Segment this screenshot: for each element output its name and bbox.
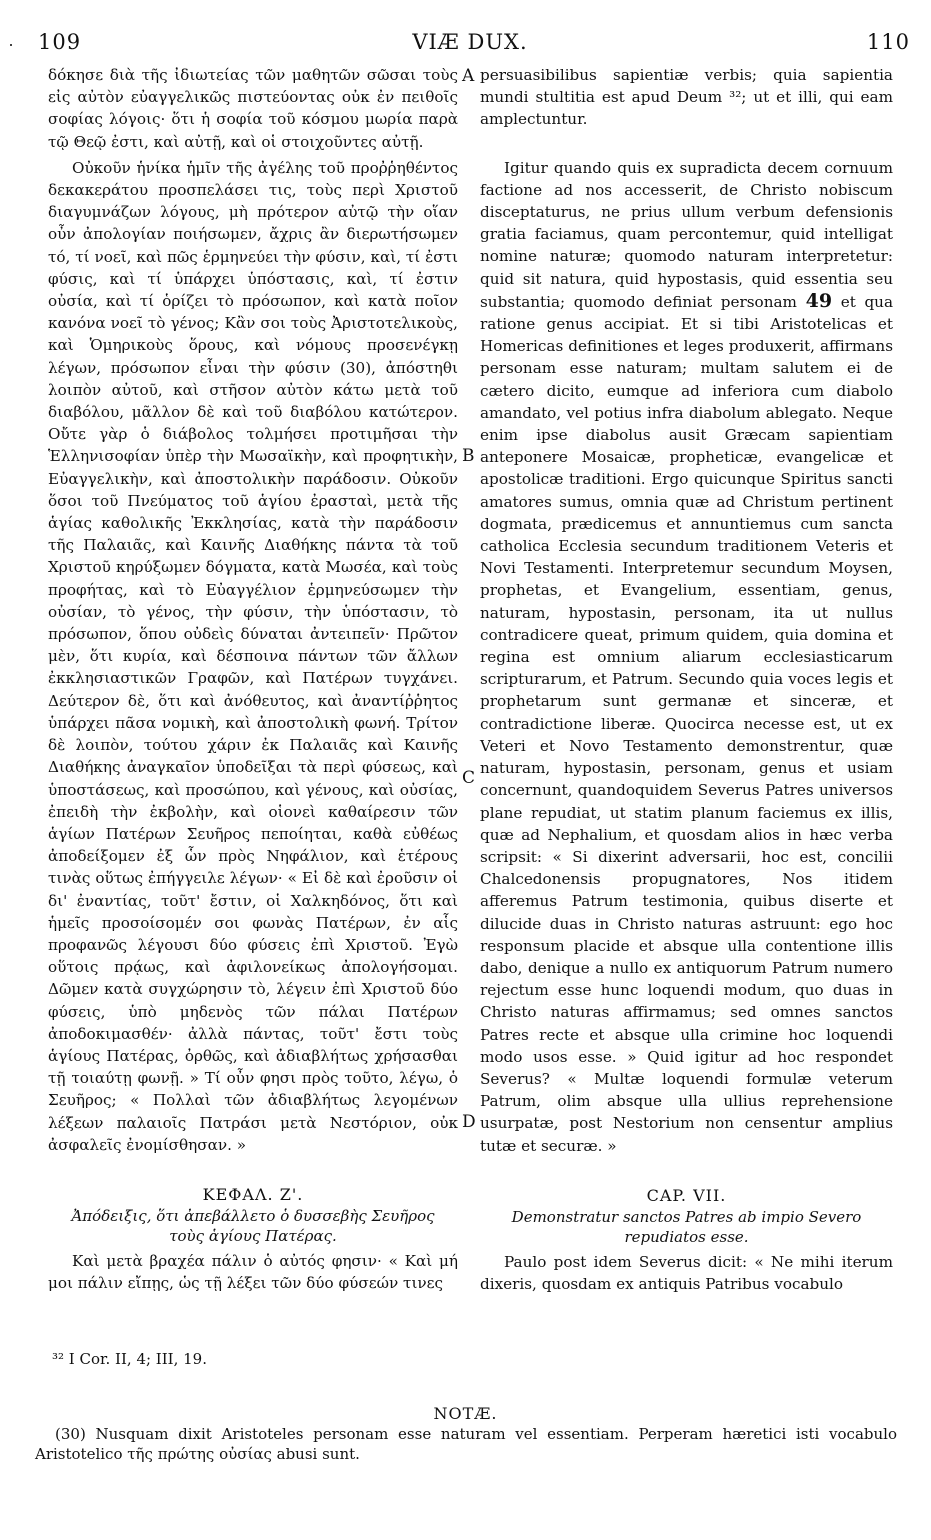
greek-chapter-title: ΚΕΦΑΛ. Ζ'. bbox=[202, 1184, 304, 1204]
latin-column bbox=[480, 64, 893, 1295]
greek-paragraph-1: δόκησε διὰ τῆς ἰδιωτείας τῶν μαθητῶν σῶσαι τοὺς εἰς αὐτὸν εὐαγγελικῶς πιστεύοντας οὐκ ἐν πειθοῖς σοφίας λόγοις· ὅτι ἡ σοφία τοῦ κόσμου μωρία παρὰ τῷ Θεῷ ἐστι, καὶ αὐτῇ, καὶ οἱ στοιχοῦντες αὐτῇ. bbox=[48, 66, 458, 151]
latin-paragraph-1: persuasibilibus sapientiæ verbis; quia sapientia mundi stultitia est apud Deum ³²; ut et illi, qui eam amplectuntur. bbox=[480, 66, 893, 129]
running-header bbox=[30, 30, 910, 60]
latin-paragraph-2b: et qua ratione genus accipiat. Et si tibi Aristotelicas et Homericas definitiones et leges produxerit, affirmans personam esse naturam; multam salutem ei de cætero dicito, eumque ad inferiora cum diabolo amandato, vel potius infra diabolum ablegato. Neque enim ipse diabolus ausit Græcam sapientiam anteponere Mosaicæ, propheticæ, evangelicæ et apostolicæ traditioni. Ergo quicunque Spiritus sancti amatores sumus, omnia quæ ad Christum pertinent dogmata, prædicemus et annuntiemus cum sancta catholica Ecclesia secundum traditionem Veteris et Novi Testamenti. Interpretemur secundum Moysen, prophetas, et Evangelium, essentiam, genus, naturam, hypostasin, personam, ita ut nullus contradicere queat, primum quidem, quia domina et regina est omnium aliarum ecclesiasticarum scripturarum, et Patrum. Secundo quia voces legis et prophetarum sunt germanæ et sinceræ, et contradictione liberæ. Quocirca necesse est, ut ex Veteri et Novo Testamento demonstrentur, quæ naturam, hypostasin, personam, genus et usiam concernunt, quandoquidem Severus Patres universos plane repudiat, ut statim planum faciemus ex illis, quæ ad Nephalium, et quosdam alios in hæc verba scripsit: « Si dixerint adversarii, hoc est, concilii Chalcedonensis propugnatores, Nos itidem afferemus Patrum testimonia, quibus diserte et dilucide duas in Christo naturas astruunt: ego hoc responsum placide et absque ulla contentione illis dabo, denique a nullo ex antiquorum Patrum numero rejectum esse hunc loquendi modum, quo duas in Christo naturas affirmamus; sed omnes sanctos Patres recte et absque ulla crimine hoc loquendi modo usos esse. » Quid igitur ad hoc respondet Severus? « Multæ loquendi formulæ veterum Patrum, olim absque ulla ullius reprehensione usurpatæ, post Nestorium non censentur amplius tutæ et securæ. » bbox=[480, 292, 894, 1155]
left-page-number: 109 bbox=[38, 30, 82, 54]
notes-heading: NOTÆ. bbox=[433, 1404, 498, 1423]
footnote: ³² I Cor. II, 4; III, 19. bbox=[52, 1350, 207, 1368]
margin-dot bbox=[10, 44, 12, 46]
latin-chapter-summary: Demonstratur sanctos Patres ab impio Severo repudiatos esse. bbox=[511, 1207, 862, 1246]
inline-page-marker: 49 bbox=[805, 289, 833, 312]
greek-chapter-summary: Ἀπόδειξις, ὅτι ἀπεβάλλετο ὁ δυσσεβὴς Σευῆρος τοὺς ἁγίους Πατέρας. bbox=[71, 1207, 435, 1246]
margin-letter-c: C bbox=[462, 768, 476, 788]
latin-paragraph-2a: Igitur quando quis ex supradicta decem cornuum factione ad nos accesserit, de Christo nobiscum disceptaturus, ne prius ullum verbum defensionis gratia faciamus, quam percontemur, quid intelligat nomine naturæ; quomodo naturam interpretetur: quid sit natura, quid hypostasis, quid essentia seu substantia; quomodo definiat personam bbox=[480, 158, 893, 311]
running-title: VIÆ DUX. bbox=[412, 30, 528, 54]
latin-chapter-title: CAP. VII. bbox=[646, 1185, 727, 1205]
margin-letter-a: A bbox=[462, 66, 475, 86]
note-30: (30) Nusquam dixit Aristoteles personam esse naturam vel essentiam. Perperam hæretici isti vocabulo Aristotelico τῆς πρώτης οὐσίας abusi sunt. bbox=[35, 1425, 897, 1463]
greek-paragraph-2: Οὐκοῦν ἡνίκα ἡμῖν τῆς ἀγέλης τοῦ προῤῥηθέντος δεκακεράτου προσπελάσει τις, τοὺς περὶ Χριστοῦ διαγυμνάζων λόγους, μὴ πρότερον αὐτῷ τὴν οἵαν οὖν ἀπολογίαν ποιήσωμεν, ἄχρις ἂν διερωτήσωμεν τό, τί νοεῖ, καὶ πῶς ἑρμηνεύει τὴν φύσιν, καὶ, τί ἐστι φύσις, καὶ τί ὑπάρχει ὑπόστασις, καὶ, τί ἐστιν οὐσία, καὶ τί ὁρίζει τὸ πρόσωπον, καὶ κατὰ ποῖον κανόνα νοεῖ τὸ γένος; Κἂν σοι τοὺς Ἀριστοτελικοὺς, καὶ Ὁμηρικοὺς ὅρους, καὶ νόμους προσενέγκῃ λέγων, πρόσωπον εἶναι τὴν φύσιν (30), ἀπόστηθι λοιπὸν αὐτοῦ, καὶ στῆσον αὐτὸν κάτω μετὰ τοῦ διαβόλου, μᾶλλον δὲ καὶ τοῦ διαβόλου κατώτερον. Οὔτε γὰρ ὁ διάβολος τολμήσει προτιμῆσαι τὴν Ἑλληνισοφίαν ὑπὲρ τὴν Μωσαϊκὴν, καὶ προφητικὴν, Εὐαγγελικὴν, καὶ ἀποστολικὴν παράδοσιν. Οὐκοῦν ὅσοι τοῦ Πνεύματος τοῦ ἁγίου ἐρασταὶ, μετὰ τῆς ἁγίας καθολικῆς Ἐκκλησίας, κατὰ τὴν παράδοσιν τῆς Παλαιᾶς, καὶ Καινῆς Διαθήκης πάντα τὰ τοῦ Χριστοῦ κηρύξωμεν δόγματα, κατὰ Μωσέα, καὶ τοὺς προφήτας, καὶ τὸ Εὐαγγέλιον ἑρμηνεύσωμεν τὴν οὐσίαν, τὸ γένος, τὴν φύσιν, τὴν ὑπόστασιν, τὸ πρόσωπον, ὅπου οὐδεὶς δύναται ἀντειπεῖν· Πρῶτον μὲν, ὅτι κυρία, καὶ δέσποινα πάντων τῶν ἄλλων ἐκκλησιαστικῶν Γραφῶν, καὶ Πατέρων τυγχάνει. Δεύτερον δὲ, ὅτι καὶ ἀνόθευτος, καὶ ἀναντίῤῥητος ὑπάρχει πᾶσα νομικὴ, καὶ ἀποστολικὴ φωνή. Τρίτον δὲ λοιπὸν, τούτου χάριν ἐκ Παλαιᾶς καὶ Καινῆς Διαθήκης ἀναγκαῖον ὑποδεῖξαι τὰ περὶ φύσεως, καὶ ὑποστάσεως, καὶ προσώπου, καὶ γένους, καὶ οὐσίας, ἐπειδὴ τὴν ἐκβολὴν, καὶ οἱονεὶ καθαίρεσιν τῶν ἁγίων Πατέρων Σευῆρος πεποίηται, καθὰ εὐθέως ἀποδείξομεν ἐξ ὧν πρὸς Νηφάλιον, καὶ ἑτέρους τινὰς οὕτως ἐπήγγειλε λέγων· « Εἰ δὲ καὶ ἐροῦσιν οἱ δι' ἐναντίας, τοῦτ' ἔστιν, οἱ Χαλκηδόνος, ὅτι καὶ ἡμεῖς προσοίσομέν σοι φωνὰς Πατέρων, ἐν αἷς προφανῶς λέγουσι δύο φύσεις ἐπὶ Χριστοῦ. Ἐγὼ οὕτοις πρᾴως, καὶ ἀφιλονείκως ἀπολογήσομαι. Δῶμεν κατὰ συγχώρησιν τὸ, λέγειν ἐπὶ Χριστοῦ δύο φύσεις, ὑπὸ μηδενὸς τῶν πάλαι Πατέρων ἀποδοκιμασθέν· ἀλλὰ πάντας, τοῦτ' ἔστι τοὺς ἁγίους Πατέρας, ὀρθῶς, καὶ ἀδιαβλήτως χρήσασθαι τῇ τοιαύτῃ φωνῇ. » Τί οὖν φησι πρὸς τοῦτο, λέγω, ὁ Σευῆρος; « Πολλαὶ τῶν ἀδιαβλήτως λεγομένων λέξεων παλαιοῖς Πατράσι μετὰ Νεστόριον, οὐκ ἀσφαλεῖς ἐνομίσθησαν. » bbox=[48, 158, 458, 1154]
right-page-number: 110 bbox=[866, 30, 910, 54]
greek-paragraph-3: Καὶ μετὰ βραχέα πάλιν ὁ αὐτός φησιν· « Καὶ μή μοι πάλιν εἴπῃς, ὡς τῇ λέξει τῶν δύο φύσεών τινες bbox=[48, 1252, 458, 1293]
margin-letter-b: B bbox=[462, 446, 475, 466]
latin-paragraph-2 bbox=[480, 157, 893, 1157]
margin-letter-d: D bbox=[462, 1112, 476, 1132]
greek-column bbox=[48, 64, 458, 1295]
latin-paragraph-3: Paulo post idem Severus dicit: « Ne mihi iterum dixeris, quosdam ex antiquis Patribus vocabulo bbox=[480, 1252, 893, 1294]
